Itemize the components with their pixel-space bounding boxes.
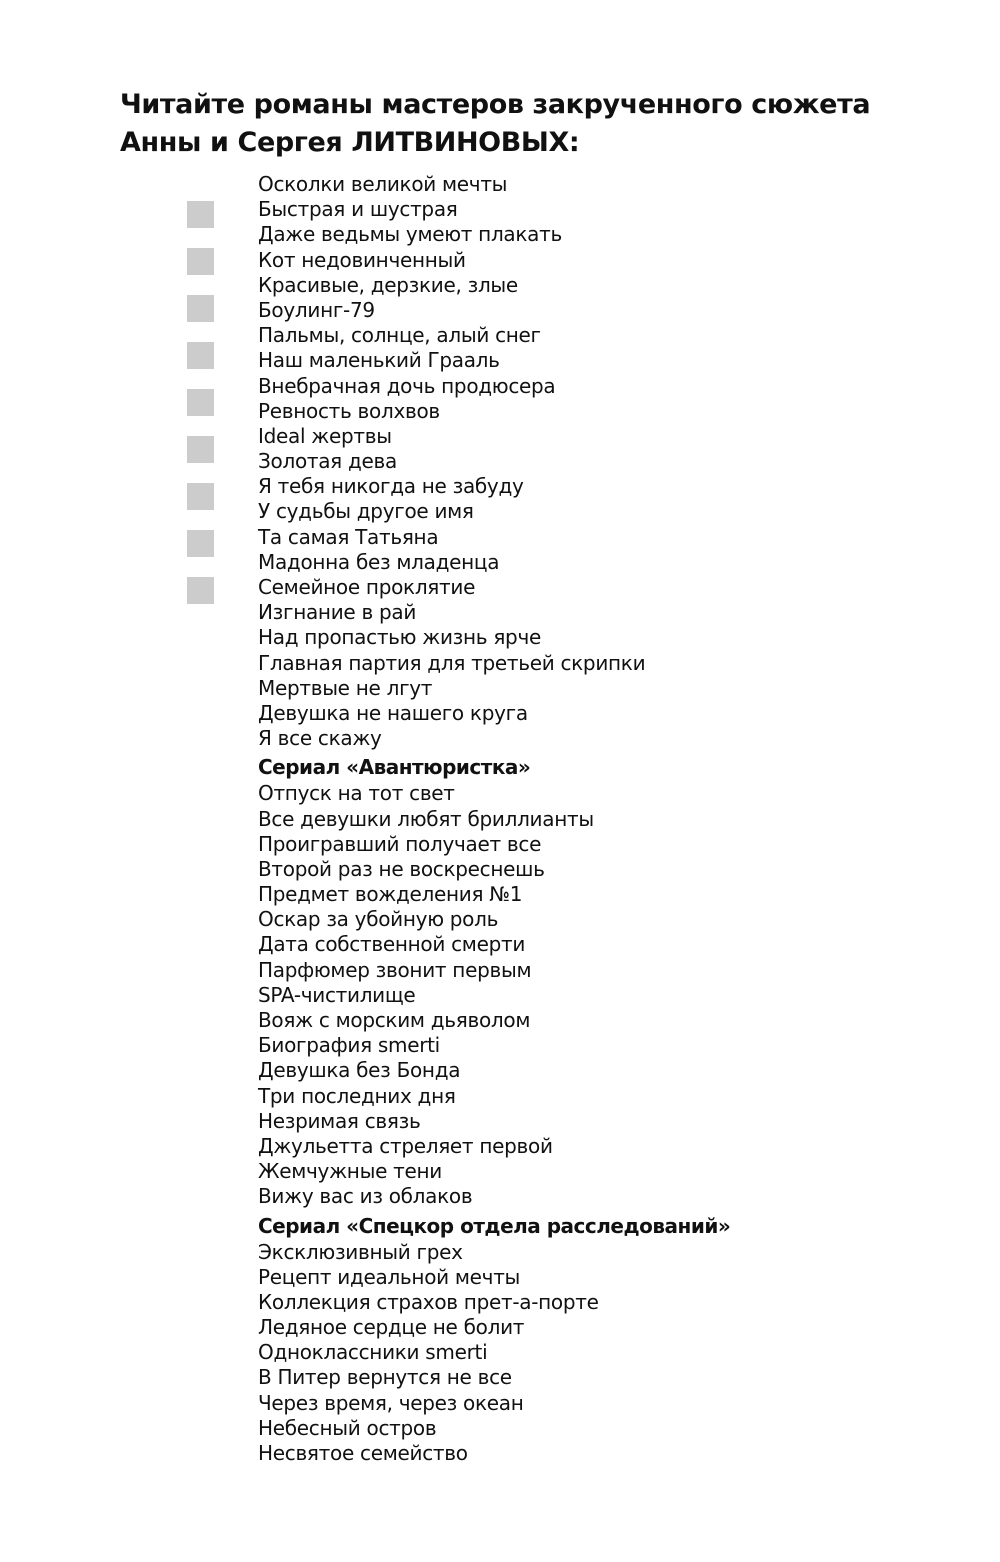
gray-square-marker [187, 436, 214, 463]
list-item: Второй раз не воскреснешь [258, 856, 545, 881]
list-item: Быстрая и шустрая [258, 197, 458, 222]
list-item: Ледяное сердце не болит [258, 1315, 525, 1340]
list-item: Незримая связь [258, 1108, 421, 1133]
gray-square-marker [187, 483, 214, 510]
list-item: Биография smerti [258, 1033, 440, 1058]
decorative-markers [187, 0, 215, 1562]
list-item: Предмет вожделения №1 [258, 882, 523, 907]
list-item: Небесный остров [258, 1415, 437, 1440]
list-item: У судьбы другое имя [258, 499, 474, 524]
list-item: Вояж с морским дьяволом [258, 1008, 531, 1032]
book-list [258, 172, 958, 1466]
list-item: Оскар за убойную роль [258, 907, 499, 932]
list-item: Я все скажу [258, 726, 382, 751]
list-item: Боулинг-79 [258, 297, 375, 322]
list-item: Над пропастью жизнь ярче [258, 625, 541, 650]
list-item: В Питер вернутся не все [258, 1365, 512, 1390]
series-heading-avantyuristka: Сериал «Авантюристка» [258, 755, 531, 780]
list-item: Несвятое семейство [258, 1441, 468, 1465]
list-item: Парфюмер звонит первым [258, 957, 532, 982]
gray-square-marker [187, 201, 214, 228]
list-item: Кот недовинченный [258, 247, 466, 272]
list-item: Эксклюзивный грех [258, 1239, 463, 1264]
list-item: Та самая Татьяна [258, 524, 439, 549]
list-item: Жемчужные тени [258, 1159, 442, 1184]
list-item: Наш маленький Грааль [258, 348, 500, 373]
list-item: Главная партия для третьей скрипки [258, 650, 646, 675]
list-item: Девушка не нашего круга [258, 700, 528, 725]
list-item: Семейное проклятие [258, 575, 476, 599]
list-item: Пальмы, солнце, алый снег [258, 323, 541, 348]
list-item: Рецепт идеальной мечты [258, 1264, 521, 1289]
list-item: Золотая дева [258, 449, 397, 474]
gray-square-marker [187, 248, 214, 275]
gray-square-marker [187, 389, 214, 416]
list-item: Ideal жертвы [258, 423, 392, 448]
list-item: Дата собственной смерти [258, 932, 526, 957]
list-item: Через время, через океан [258, 1390, 524, 1415]
gray-square-marker [187, 342, 214, 369]
page-heading [120, 86, 940, 162]
list-item: Все девушки любят бриллианты [258, 806, 594, 831]
gray-square-marker [187, 577, 214, 604]
heading-line-2: Анны и Сергея ЛИТВИНОВЫХ: [120, 127, 580, 158]
list-item: Красивые, дерзкие, злые [258, 272, 518, 297]
series-heading-spetskor: Сериал «Спецкор отдела расследований» [258, 1213, 731, 1238]
list-item: Девушка без Бонда [258, 1058, 461, 1083]
list-item: Мадонна без младенца [258, 549, 500, 574]
list-item: Отпуск на тот свет [258, 781, 455, 806]
list-item: Одноклассники smerti [258, 1340, 488, 1365]
list-item: Джульетта стреляет первой [258, 1133, 553, 1158]
list-item: Я тебя никогда не забуду [258, 474, 524, 499]
gray-square-marker [187, 530, 214, 557]
list-item: Три последних дня [258, 1083, 456, 1108]
list-item: Вижу вас из облаков [258, 1184, 473, 1209]
list-item: Изгнание в рай [258, 600, 417, 625]
list-item: Мертвые не лгут [258, 675, 433, 700]
list-item: Проигравший получает все [258, 831, 542, 856]
gray-square-marker [187, 295, 214, 322]
heading-line-1: Читайте романы мастеров закрученного сюжета [120, 89, 871, 120]
list-item: Осколки великой мечты [258, 172, 508, 196]
list-item: Коллекция страхов прет-а-порте [258, 1289, 599, 1314]
list-item: SPA-чистилище [258, 982, 416, 1007]
list-item: Даже ведьмы умеют плакать [258, 222, 562, 247]
list-item: Ревность волхвов [258, 398, 440, 423]
list-item: Внебрачная дочь продюсера [258, 373, 556, 398]
